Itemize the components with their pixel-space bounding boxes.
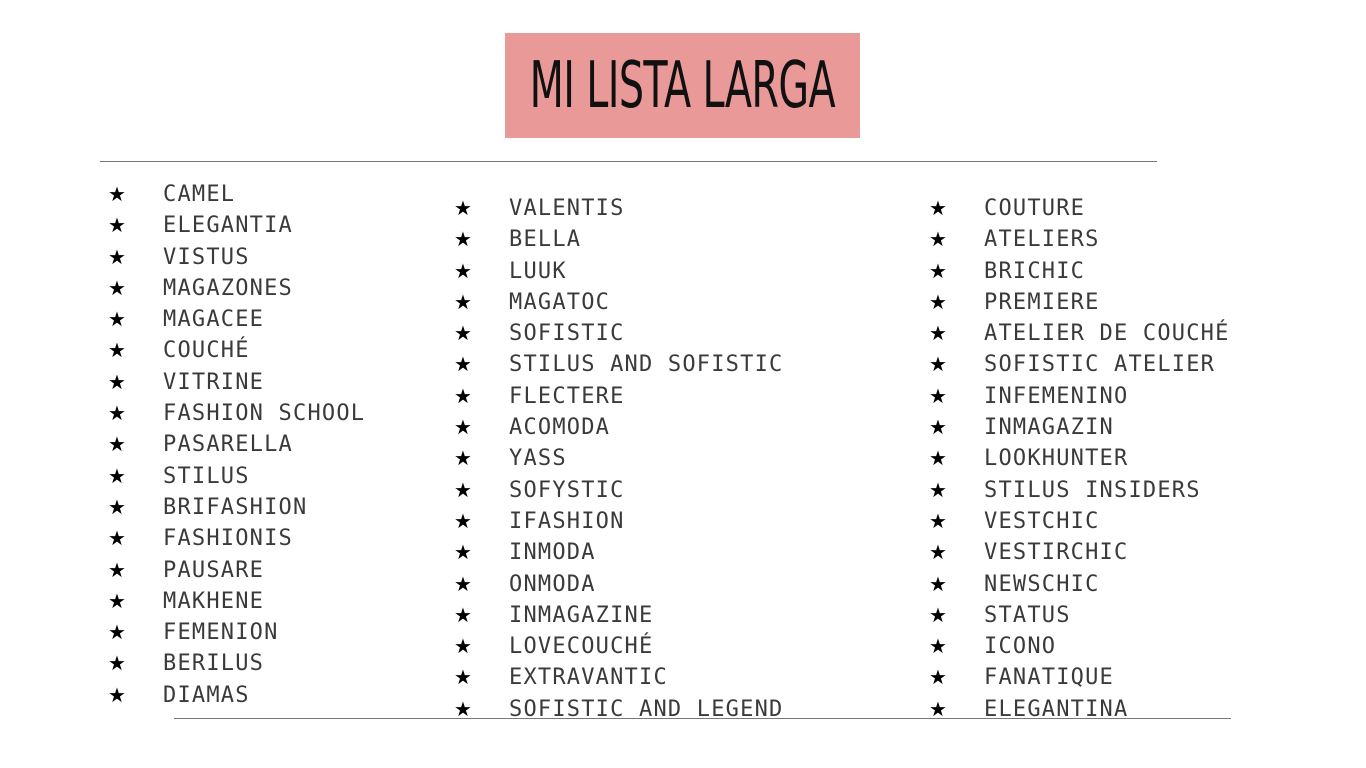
star-bullet-icon: ★ [108,307,126,332]
list-item [454,569,783,600]
star-bullet-icon: ★ [454,696,472,721]
list-item [108,523,365,554]
list-item [929,600,1230,631]
list-item [108,461,365,492]
star-bullet-icon: ★ [454,571,472,596]
list-item-label: INMAGAZIN [984,415,1115,441]
list-item [929,287,1230,318]
star-bullet-icon: ★ [108,620,126,645]
list-item [108,242,365,273]
star-bullet-icon: ★ [108,588,126,613]
star-bullet-icon: ★ [454,446,472,471]
list-item-label: PASARELLA [163,432,294,458]
list-item [929,381,1230,412]
list-item-label: STILUS [163,463,250,489]
list-item-label: PREMIERE [984,289,1100,315]
list-item [454,349,783,380]
list-item-label: SOFISTIC [509,321,625,347]
list-item [929,318,1230,349]
list-item [929,631,1230,662]
star-bullet-icon: ★ [454,508,472,533]
list-item-label: INFEMENINO [984,383,1129,409]
list-item [454,475,783,506]
star-bullet-icon: ★ [929,227,947,252]
list-item [929,662,1230,693]
list-item-label: ACOMODA [509,415,611,441]
list-item [454,506,783,537]
list-item-label: MAGATOC [509,289,611,315]
name-list-column-1 [108,179,365,711]
list-item-label: EXTRAVANTIC [509,665,668,691]
list-item-label: ELEGANTIA [163,213,294,239]
list-item [108,617,365,648]
star-bullet-icon: ★ [454,321,472,346]
list-item-label: FEMENION [163,620,279,646]
star-bullet-icon: ★ [929,665,947,690]
list-item [108,680,365,711]
list-item [108,210,365,241]
list-item [454,412,783,443]
list-item-label: VESTIRCHIC [984,540,1129,566]
list-item-label: PAUSARE [163,557,265,583]
list-item [454,537,783,568]
list-item [929,443,1230,474]
list-item [929,349,1230,380]
star-bullet-icon: ★ [929,352,947,377]
star-bullet-icon: ★ [108,526,126,551]
list-item-label: LUUK [509,258,567,284]
star-bullet-icon: ★ [454,227,472,252]
list-item-label: COUCHÉ [163,338,250,364]
list-item-label: SOFYSTIC [509,477,625,503]
star-bullet-icon: ★ [454,602,472,627]
list-item-label: LOOKHUNTER [984,446,1129,472]
list-item [108,179,365,210]
top-divider [100,161,1157,162]
star-bullet-icon: ★ [454,289,472,314]
star-bullet-icon: ★ [108,401,126,426]
list-item [108,273,365,304]
list-item-label: VALENTIS [509,196,625,221]
star-bullet-icon: ★ [108,494,126,519]
list-item [108,398,365,429]
list-item-label: VITRINE [163,369,265,395]
list-item [454,631,783,662]
star-bullet-icon: ★ [929,383,947,408]
list-item-label: FASHIONIS [163,526,294,552]
list-item [454,256,783,287]
list-item [929,694,1230,725]
list-item-label: BRICHIC [984,258,1086,284]
star-bullet-icon: ★ [929,602,947,627]
list-item-label: ATELIER DE COUCHÉ [984,321,1230,347]
star-bullet-icon: ★ [108,213,126,238]
star-bullet-icon: ★ [929,258,947,283]
list-item [454,318,783,349]
star-bullet-icon: ★ [929,508,947,533]
star-bullet-icon: ★ [454,634,472,659]
list-item [929,224,1230,255]
star-bullet-icon: ★ [454,665,472,690]
list-item [929,506,1230,537]
list-item-label: VESTCHIC [984,508,1100,534]
list-item-label: IFASHION [509,508,625,534]
star-bullet-icon: ★ [929,289,947,314]
list-item [929,475,1230,506]
list-item [454,694,783,725]
list-item-label: ELEGANTINA [984,696,1129,722]
star-bullet-icon: ★ [929,321,947,346]
list-item-label: DIAMAS [163,682,250,708]
list-item [454,443,783,474]
star-bullet-icon: ★ [929,696,947,721]
star-bullet-icon: ★ [108,432,126,457]
list-item-label: YASS [509,446,567,472]
list-item [454,224,783,255]
star-bullet-icon: ★ [108,463,126,488]
list-item [929,569,1230,600]
list-item [108,335,365,366]
list-item-label: MAKHENE [163,588,265,614]
star-bullet-icon: ★ [454,352,472,377]
list-item [929,256,1230,287]
title-banner [505,33,860,138]
star-bullet-icon: ★ [929,446,947,471]
list-item-label: ICONO [984,634,1057,660]
list-item-label: FASHION SCHOOL [163,401,366,427]
list-item [108,492,365,523]
star-bullet-icon: ★ [108,338,126,363]
list-item [108,648,365,679]
list-item-label: CAMEL [163,182,236,207]
list-item-label: STILUS INSIDERS [984,477,1201,503]
star-bullet-icon: ★ [929,540,947,565]
list-item-label: BELLA [509,227,582,253]
page-title: MI LISTA LARGA [529,48,836,123]
star-bullet-icon: ★ [454,540,472,565]
star-bullet-icon: ★ [108,682,126,707]
star-bullet-icon: ★ [108,275,126,300]
list-item [108,304,365,335]
star-bullet-icon: ★ [108,182,126,206]
list-item-label: STATUS [984,602,1071,628]
star-bullet-icon: ★ [454,196,472,220]
list-item-label: VISTUS [163,244,250,270]
star-bullet-icon: ★ [108,557,126,582]
list-item [929,412,1230,443]
list-item-label: STILUS AND SOFISTIC [509,352,784,378]
list-item-label: MAGAZONES [163,275,294,301]
list-item-label: FLECTERE [509,383,625,409]
list-item-label: INMODA [509,540,596,566]
star-bullet-icon: ★ [108,651,126,676]
star-bullet-icon: ★ [929,634,947,659]
star-bullet-icon: ★ [929,571,947,596]
list-item-label: FANATIQUE [984,665,1115,691]
star-bullet-icon: ★ [454,383,472,408]
list-item [454,287,783,318]
star-bullet-icon: ★ [929,415,947,440]
bottom-divider [174,718,1231,719]
star-bullet-icon: ★ [108,244,126,269]
list-item-label: BERILUS [163,651,265,677]
list-item [454,600,783,631]
list-item [929,537,1230,568]
list-item [108,367,365,398]
star-bullet-icon: ★ [929,477,947,502]
list-item [108,429,365,460]
star-bullet-icon: ★ [454,258,472,283]
star-bullet-icon: ★ [454,477,472,502]
star-bullet-icon: ★ [929,196,947,220]
list-item [454,193,783,224]
name-list-column-3 [929,193,1230,725]
list-item-label: MAGACEE [163,307,265,333]
list-item-label: INMAGAZINE [509,602,654,628]
list-item-label: LOVECOUCHÉ [509,634,654,660]
star-bullet-icon: ★ [454,415,472,440]
list-item-label: ATELIERS [984,227,1100,253]
list-item [108,586,365,617]
list-item-label: SOFISTIC AND LEGEND [509,696,784,722]
list-item [929,193,1230,224]
list-item-label: BRIFASHION [163,494,308,520]
list-item-label: COUTURE [984,196,1086,221]
name-list-column-2 [454,193,783,725]
list-item-label: SOFISTIC ATELIER [984,352,1216,378]
list-item-label: ONMODA [509,571,596,597]
list-item [108,555,365,586]
star-bullet-icon: ★ [108,369,126,394]
list-item-label: NEWSCHIC [984,571,1100,597]
list-item [454,381,783,412]
list-item [454,662,783,693]
